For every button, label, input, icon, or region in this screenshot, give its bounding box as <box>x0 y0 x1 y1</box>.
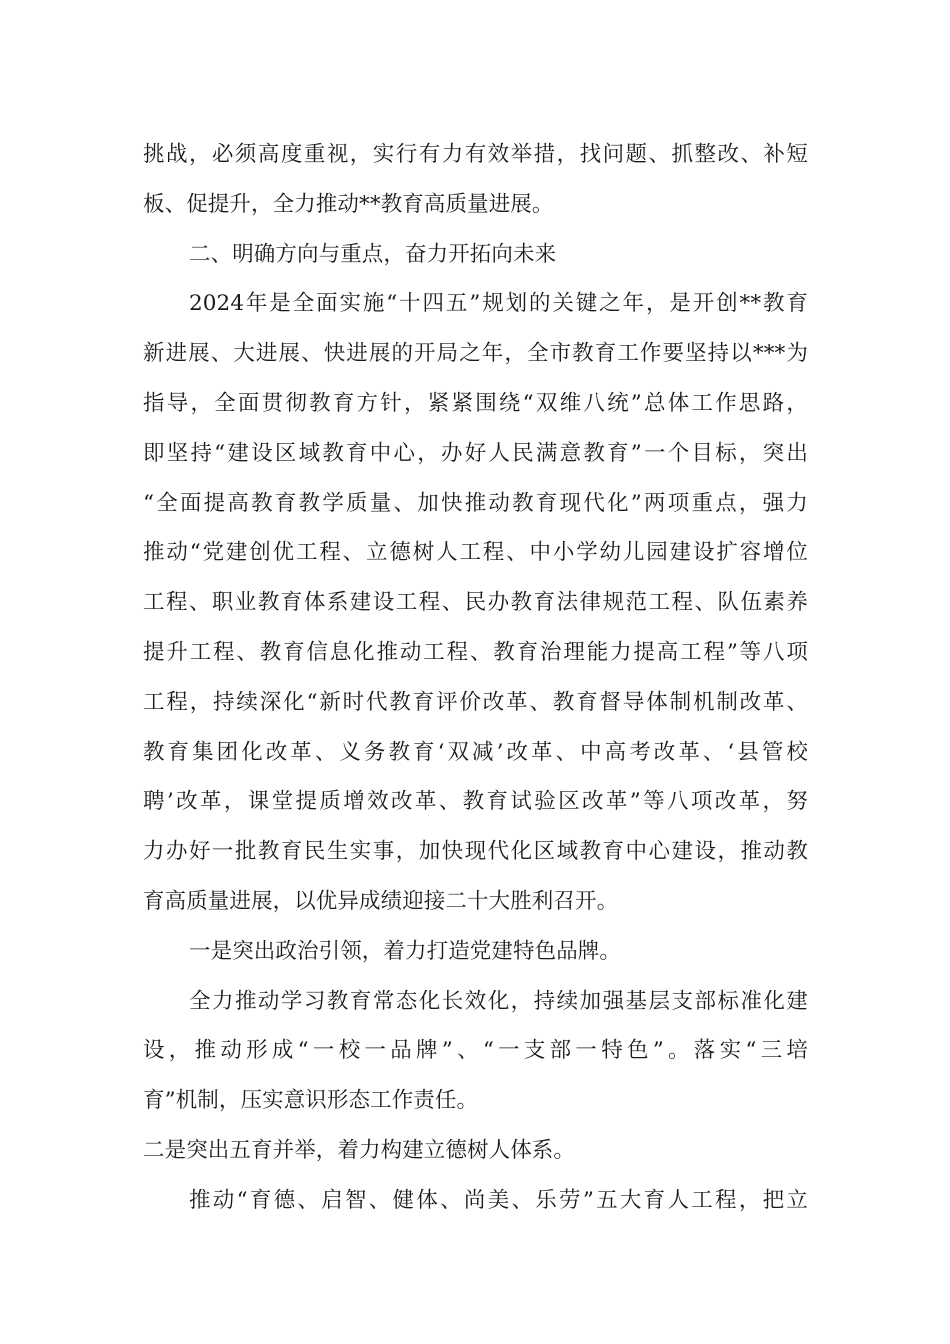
subsection-heading: 二是突出五育并举，着力构建立德树人体系。 <box>143 1137 576 1163</box>
text-line: “全面提高教育教学质量、加快推动教育现代化”两项重点，强力 <box>143 490 808 516</box>
text-line: 新进展、大进展、快进展的开局之年，全市教育工作要坚持以***为 <box>143 341 808 367</box>
subsection-heading: 一是突出政治引领，着力打造党建特色品牌。 <box>189 938 622 964</box>
text-line: 全力推动学习教育常态化长效化，持续加强基层支部标准化建 <box>189 988 808 1014</box>
text-line: 2024年是全面实施“十四五”规划的关键之年，是开创**教育 <box>189 291 808 317</box>
text-line: 工程、职业教育体系建设工程、民办教育法律规范工程、队伍素养 <box>143 590 808 616</box>
text-line: 推动“育德、启智、健体、尚美、乐劳”五大育人工程，把立 <box>189 1187 808 1213</box>
text-line: 育高质量进展，以优异成绩迎接二十大胜利召开。 <box>143 888 619 914</box>
text-line: 挑战，必须高度重视，实行有力有效举措，找问题、抓整改、补短 <box>143 142 808 167</box>
text-line: 聘’改革，课堂提质增效改革、教育试验区改革”等八项改革，努 <box>143 789 808 815</box>
section-heading: 二、明确方向与重点，奋力开拓向未来 <box>189 241 557 267</box>
document-body <box>143 130 808 1226</box>
text-line: 板、促提升，全力推动**教育高质量进展。 <box>143 191 554 217</box>
text-line: 教育集团化改革、义务教育‘双减’改革、中高考改革、‘县管校 <box>143 739 808 765</box>
text-line: 育”机制，压实意识形态工作责任。 <box>143 1088 479 1114</box>
text-line: 设，推动形成“一校一品牌”、“一支部一特色”。落实“三培 <box>143 1038 808 1064</box>
text-line: 力办好一批教育民生实事，加快现代化区域教育中心建设，推动教 <box>143 839 808 865</box>
text-line: 工程，持续深化“新时代教育评价改革、教育督导体制机制改革、 <box>143 689 808 715</box>
text-line: 即坚持“建设区域教育中心，办好人民满意教育”一个目标，突出 <box>143 440 808 466</box>
text-line: 指导，全面贯彻教育方针，紧紧围绕“双维八统”总体工作思路， <box>143 390 808 416</box>
text-line: 提升工程、教育信息化推动工程、教育治理能力提高工程”等八项 <box>143 639 808 665</box>
text-line: 推动“党建创优工程、立德树人工程、中小学幼儿园建设扩容增位 <box>143 540 808 566</box>
